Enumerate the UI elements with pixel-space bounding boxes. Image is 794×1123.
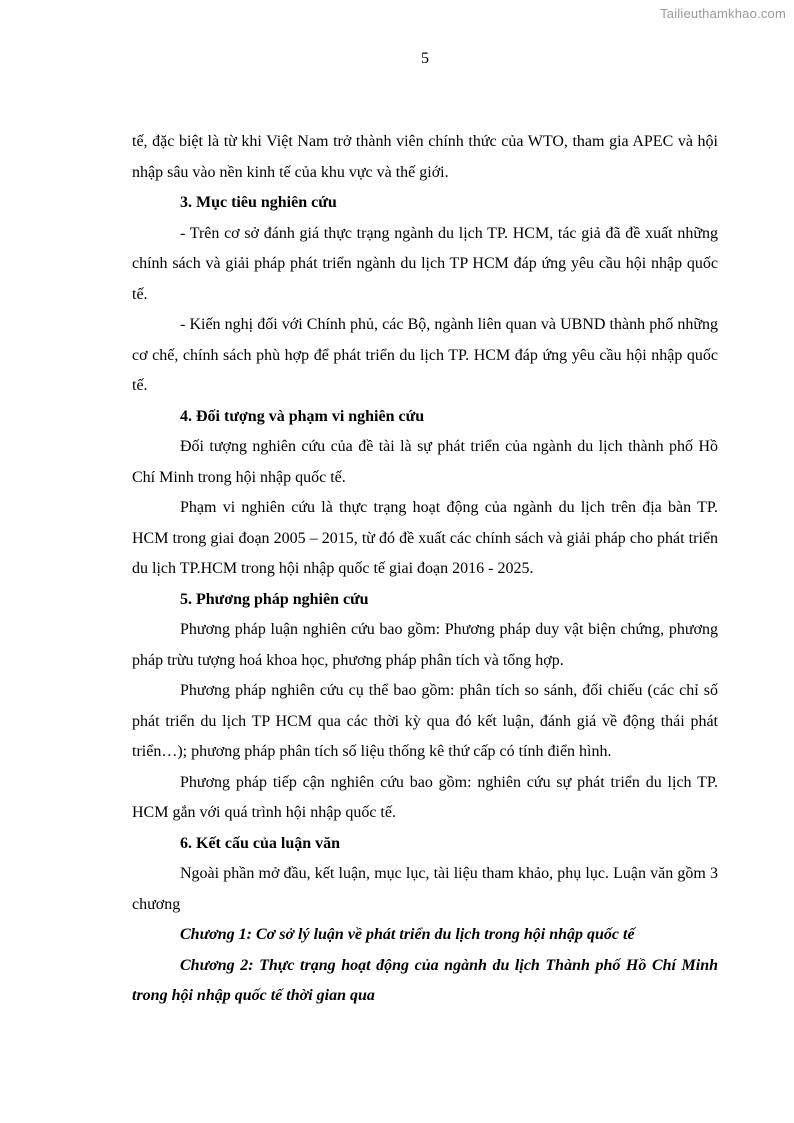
section-heading-methods: 5. Phương pháp nghiên cứu (180, 590, 369, 608)
paragraph-scope: Phạm vi nghiên cứu là thực trạng hoạt động của ngành du lịch trên địa bàn TP. HCM trong giai đoạn 2005 – 2015, từ đó đề xuất các chính sách và giải pháp cho phát triển du lịch TP.HCM trong hội nhập quốc tế giai đoạn 2016 - 2025. (132, 499, 718, 577)
paragraph-subject: Đối tượng nghiên cứu của đề tài là sự phát triển của ngành du lịch thành phố Hồ Chí Minh trong hội nhập quốc tế. (132, 438, 718, 486)
paragraph-objective-1: - Trên cơ sở đánh giá thực trạng ngành du lịch TP. HCM, tác giả đã đề xuất những chính sách và giải pháp phát triển ngành du lịch TP HCM đáp ứng yêu cầu hội nhập quốc tế. (132, 224, 718, 303)
chapter-1-title: Chương 1: Cơ sở lý luận về phát triển du lịch trong hội nhập quốc tế (180, 926, 635, 943)
paragraph-objective-2: - Kiến nghị đối với Chính phủ, các Bộ, ngành liên quan và UBND thành phố những cơ chế, chính sách phù hợp để phát triển du lịch TP. HCM đáp ứng yêu cầu hội nhập quốc tế. (132, 316, 718, 394)
paragraph-intro-continuation: tế, đặc biệt là từ khi Việt Nam trở thành viên chính thức của WTO, tham gia APEC và hội nhập sâu vào nền kinh tế của khu vực và thế giới. (132, 133, 718, 181)
section-heading-scope: 4. Đối tượng và phạm vi nghiên cứu (180, 407, 425, 425)
document-body (132, 127, 718, 1012)
paragraph-approach: Phương pháp tiếp cận nghiên cứu bao gồm: nghiên cứu sự phát triển du lịch TP. HCM gắn với quá trình hội nhập quốc tế. (132, 773, 718, 821)
section-heading-objectives: 3. Mục tiêu nghiên cứu (180, 194, 337, 211)
page-number: 5 (421, 50, 429, 67)
paragraph-structure: Ngoài phần mở đầu, kết luận, mục lục, tài liệu tham khảo, phụ lục. Luận văn gồm 3 chương (132, 865, 718, 913)
watermark: Tailieuthamkhao.com (660, 6, 786, 21)
paragraph-methodology: Phương pháp luận nghiên cứu bao gồm: Phương pháp duy vật biện chứng, phương pháp trừu tượng hoá khoa học, phương pháp phân tích và tổng hợp. (132, 621, 718, 669)
section-heading-structure: 6. Kết cấu của luận văn (180, 834, 341, 852)
paragraph-specific-methods: Phương pháp nghiên cứu cụ thể bao gồm: phân tích so sánh, đối chiếu (các chỉ số phát triển du lịch TP HCM qua các thời kỳ qua đó kết luận, đánh giá về động thái phát triển…); phương pháp phân tích số liệu thống kê thứ cấp có tính điển hình. (132, 682, 718, 760)
chapter-2-title: Chương 2: Thực trạng hoạt động của ngành du lịch Thành phố Hồ Chí Minh trong hội nhập quốc tế thời gian qua (132, 956, 718, 1004)
